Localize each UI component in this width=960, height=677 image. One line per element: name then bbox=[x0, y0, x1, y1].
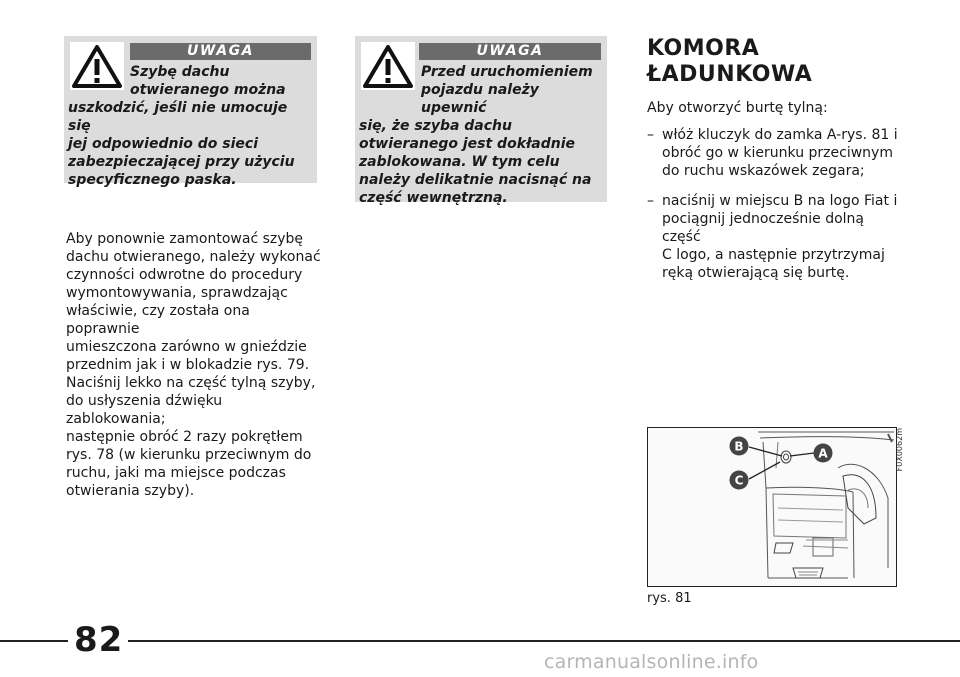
svg-text:C: C bbox=[734, 473, 744, 488]
callout-b bbox=[730, 437, 749, 456]
section-intro: Aby otworzyć burtę tylną: bbox=[647, 100, 828, 116]
footer-rule-left bbox=[0, 640, 68, 642]
svg-text:A: A bbox=[818, 446, 828, 461]
footer-rule-right bbox=[128, 640, 960, 642]
section-title: KOMORA ŁADUNKOWA bbox=[647, 36, 813, 87]
callout-c bbox=[730, 471, 749, 490]
figure-caption: rys. 81 bbox=[647, 591, 692, 606]
tailgate-figure bbox=[647, 427, 897, 587]
warning-box-1 bbox=[64, 36, 317, 188]
warning-header: UWAGA bbox=[130, 43, 311, 60]
callout-a bbox=[814, 444, 833, 463]
reassembly-paragraph: Aby ponownie zamontować szybę dachu otwieranego, należy wykonać czynności odwrotne do procedury wymontowywania, sprawdzając właściwie, czy została ona poprawnie umieszczona zarówno w gnieździe przednim jak i w blokadzie rys. 79. Naciśnij lekko na część tylną szyby, do usłyszenia dźwięku zablokowania; następnie obróć 2 razy pokrętłem rys. 78 (w kierunku przeciwnym do ruchu, jaki ma miejsce podczas otwierania szyby). bbox=[66, 231, 321, 499]
svg-text:B: B bbox=[734, 439, 744, 454]
tailgate-illustration bbox=[648, 428, 895, 585]
warning-text: Przed uruchomieniem pojazdu należy upewnić się, że szyba dachu otwieranego jest dokładnie zablokowana. W tym celu należy delikatnie nacisnąć na część wewnętrzną. bbox=[359, 64, 593, 206]
warning-box-2 bbox=[355, 36, 607, 206]
watermark: carmanualsonline.info bbox=[544, 651, 759, 673]
list-item: – włóż kluczyk do zamka A-rys. 81 i obróć go w kierunku przeciwnym do ruchu wskazówek zegara; bbox=[647, 127, 898, 179]
warning-header: UWAGA bbox=[419, 43, 601, 60]
page-number: 82 bbox=[74, 620, 124, 660]
figure-code: F0X0062m bbox=[895, 428, 904, 472]
list-item: – naciśnij w miejscu B na logo Fiat i pociągnij jednocześnie dolną część C logo, a następnie przytrzymaj ręką otwierającą się burtę. bbox=[647, 193, 898, 281]
warning-text: Szybę dachu otwieranego można uszkodzić, jeśli nie umocuje się jej odpowiednio do sieci zabezpieczającej przy użyciu specyficznego paska. bbox=[68, 64, 295, 188]
instruction-list bbox=[647, 126, 902, 294]
